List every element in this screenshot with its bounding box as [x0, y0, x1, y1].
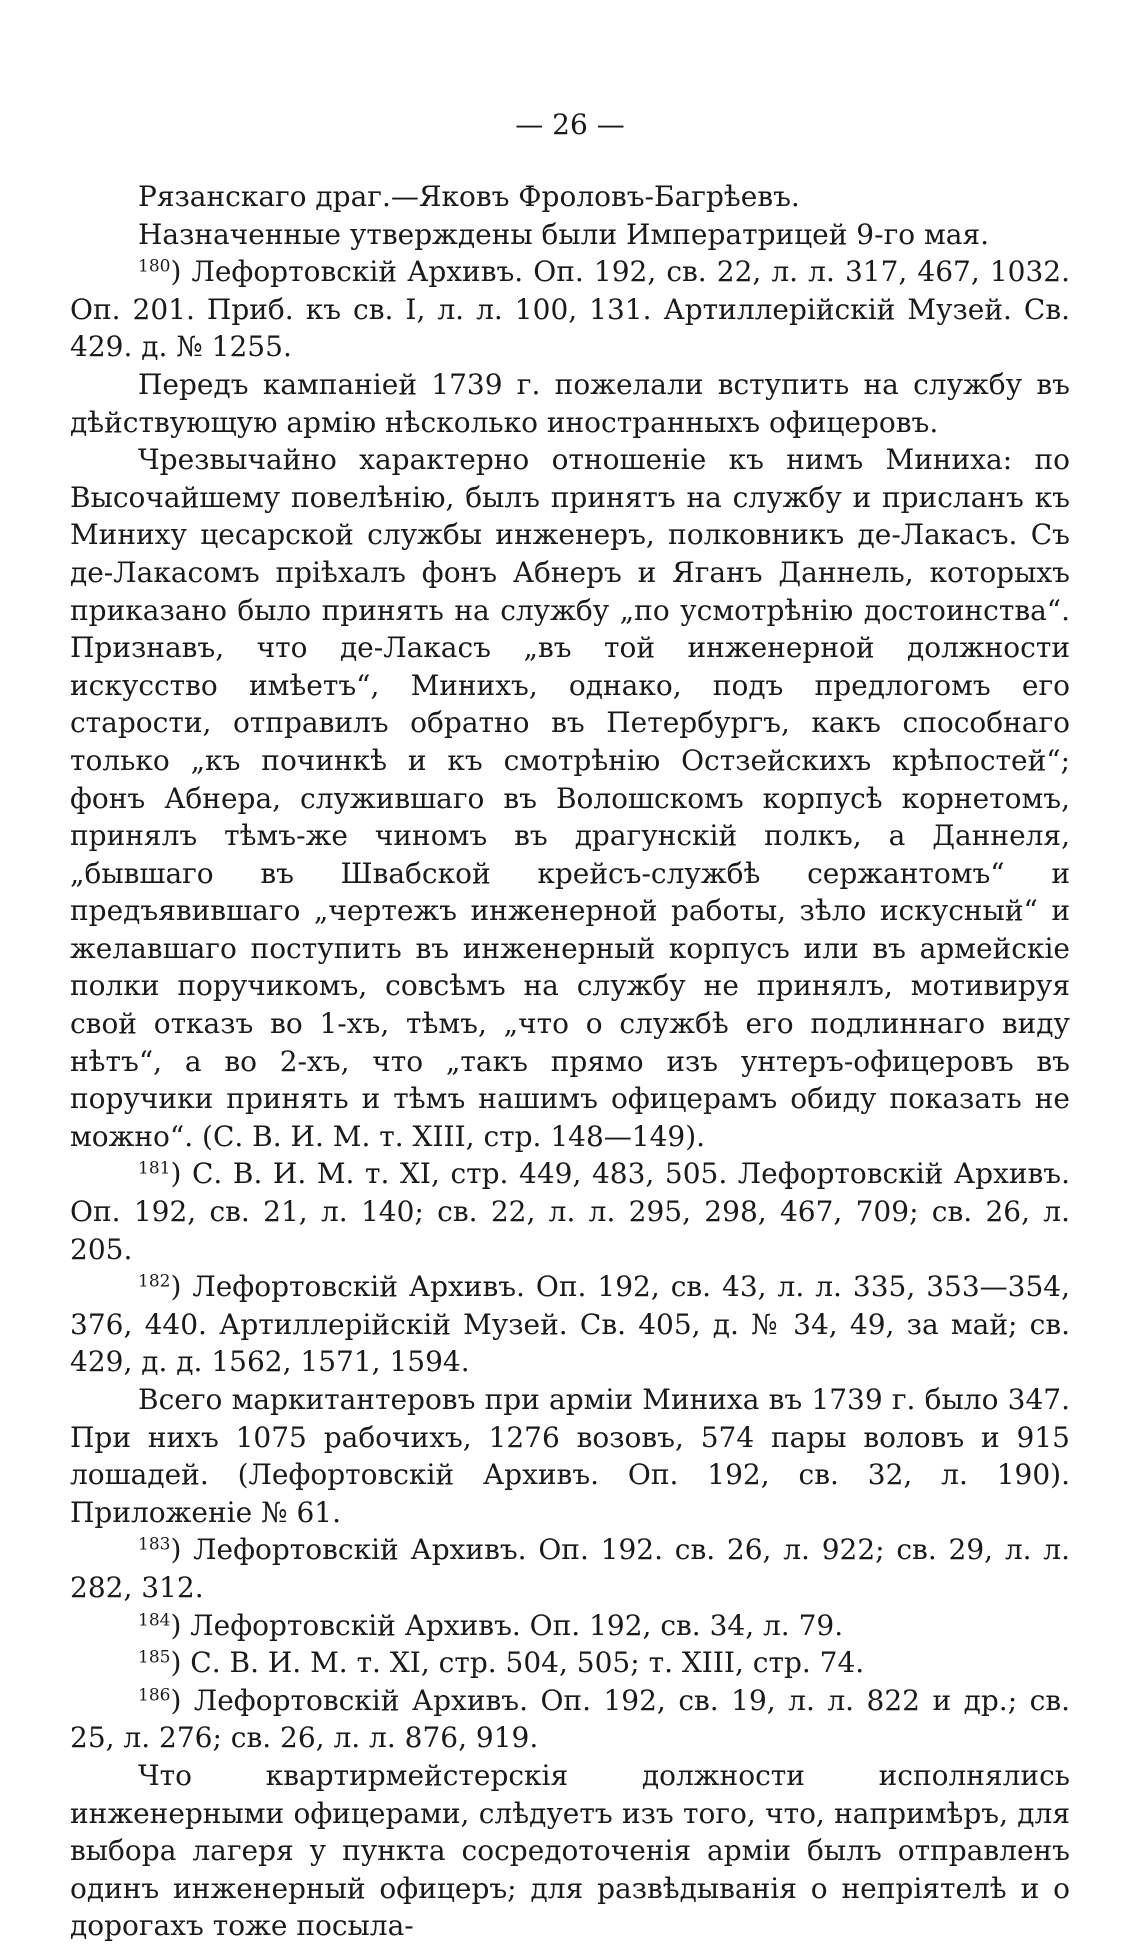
footnote-181	[70, 1155, 1070, 1268]
footnote-185	[70, 1644, 1070, 1682]
footnote-number: 186	[138, 1685, 171, 1706]
footnote-183	[70, 1531, 1070, 1606]
footnote-182	[70, 1268, 1070, 1381]
footnote-number: 185	[138, 1647, 171, 1668]
paragraph: Что квартирмейстерскія должности исполнялись инженерными офицерами, слѣдуетъ изъ того, что, напримѣръ, для выбора лагеря у пункта сосредоточенія арміи былъ отправленъ одинъ инженерный офицеръ; для развѣдыванія о непріятелѣ и о дорогахъ тоже посыла-	[70, 1758, 1070, 1943]
footnote-number: 180	[138, 256, 171, 277]
paragraph: Чрезвычайно характерно отношеніе къ нимъ Миниха: по Высочайшему повелѣнію, былъ принятъ на службу и присланъ къ Миниху цесарской службы инженеръ, полковникъ де-Лакасъ. Съ де-Лакасомъ пріѣхалъ фонъ Абнеръ и Яганъ Даннель, которыхъ приказано было принять на службу „по усмотрѣнію достоинства“. Признавъ, что де-Лакасъ „въ той инженерной должности искусство имѣетъ“, Минихъ, однако, подъ предлогомъ его старости, отправилъ обратно въ Петербургъ, какъ способнаго только „къ починкѣ и къ смотрѣнію Остзейскихъ крѣпостей“; фонъ Абнера, служившаго въ Волошскомъ корпусѣ корнетомъ, принялъ тѣмъ-же чиномъ въ драгунскій полкъ, а Даннеля, „бывшаго въ Швабской крейсъ-службѣ сержантомъ“ и предъявившаго „чертежъ инженерной работы, зѣло искусный“ и желавшаго поступить въ инженерный корпусъ или въ армейскіе полки поручикомъ, совсѣмъ на службу не принялъ, мотивируя свой отказъ во 1-хъ, тѣмъ, „что о службѣ его подлиннаго виду нѣтъ“, а во 2-хъ, что „такъ прямо изъ унтеръ-офицеровъ въ поручики принять и тѣмъ нашимъ офицерамъ обиду показать не можно“. (С. В. И. М. т. XIII, стр. 148—149).	[70, 443, 1070, 1153]
footnote-text: ) Лефортовскій Архивъ. Оп. 192, св. 19, л. л. 822 и др.; св. 25, л. 276; св. 26, л. л. 876, 919.	[70, 1683, 1070, 1755]
footnote-number: 184	[138, 1610, 171, 1631]
footnote-text: ) С. В. И. М. т. XI, стр. 504, 505; т. XIII, стр. 74.	[170, 1646, 865, 1680]
footnote-text: ) С. В. И. М. т. XI, стр. 449, 483, 505. Лефортовскій Архивъ. Оп. 192, св. 21, л. 140; св. 22, л. л. 295, 298, 467, 709; св. 26, л. 205.	[70, 1157, 1070, 1266]
footnote-186	[70, 1682, 1070, 1757]
page-number: — 26 —	[515, 108, 625, 141]
footnote-number: 183	[138, 1535, 171, 1556]
paragraph: Передъ кампаніей 1739 г. пожелали вступить на службу въ дѣйствующую армію нѣсколько иностранныхъ офицеровъ.	[70, 367, 1070, 439]
footnote-text: ) Лефортовскій Архивъ. Оп. 192. св. 26, л. 922; св. 29, л. л. 282, 312.	[70, 1533, 1070, 1604]
footnote-text: ) Лефортовскій Архивъ. Оп. 192, св. 43, л. л. 335, 353—354, 376, 440. Артиллерійскій Музей. Св. 405, д. № 34, 49, за май; св. 429, д. д. 1562, 1571, 1594.	[70, 1270, 1070, 1379]
footnote-180	[70, 253, 1070, 366]
body-text	[70, 178, 1070, 1945]
paragraph: Назначенные утверждены были Императрицей 9-го мая.	[138, 217, 990, 251]
footnote-text: ) Лефортовскій Архивъ. Оп. 192, св. 22, л. л. 317, 467, 1032. Оп. 201. Приб. къ св. I, л. л. 100, 131. Артиллерійскій Музей. Св. 429. д. № 1255.	[70, 255, 1070, 364]
paragraph: Рязанскаго драг.—Яковъ Фроловъ-Багрѣевъ.	[138, 180, 800, 213]
footnote-number: 181	[138, 1159, 171, 1180]
footnote-184	[70, 1607, 1070, 1645]
footnote-text: ) Лефортовскій Архивъ. Оп. 192, св. 34, л. 79.	[170, 1608, 844, 1642]
footnote-number: 182	[138, 1271, 171, 1292]
paragraph: Всего маркитантеровъ при арміи Миниха въ 1739 г. было 347. При нихъ 1075 рабочихъ, 1276 возовъ, 574 пары воловъ и 915 лошадей. (Лефортовскій Архивъ. Оп. 192, св. 32, л. 190). Приложеніе № 61.	[70, 1383, 1070, 1529]
